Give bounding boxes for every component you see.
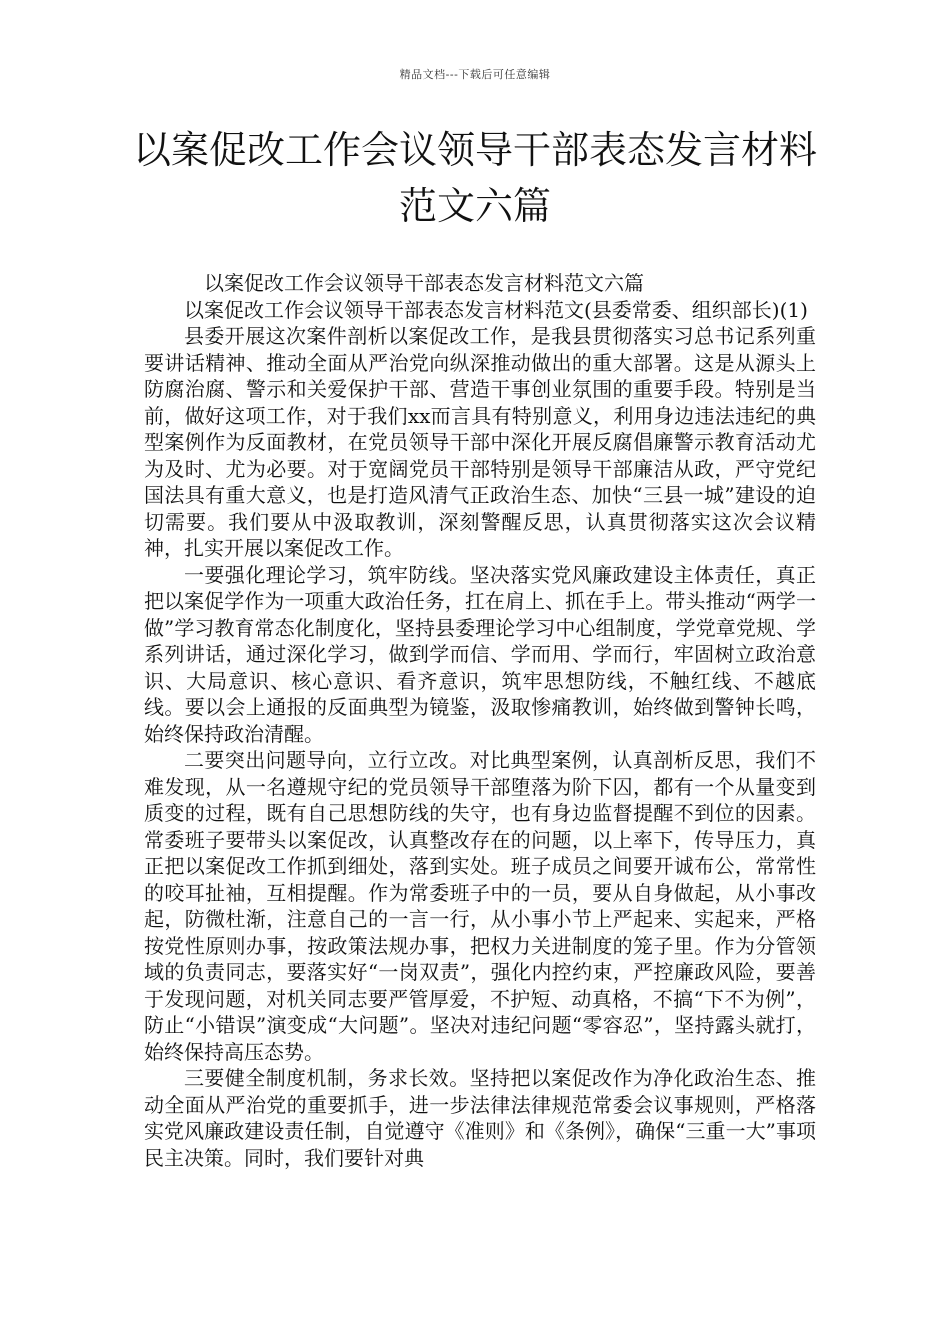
body-paragraph: 县委开展这次案件剖析以案促改工作，是我县贯彻落实习总书记系列重要讲话精神、推动全面从严治党向纵深推动做出的重大部署。这是从源头上防腐治腐、警示和关爱保护干部、营造干事创业氛围的重要手段。特别是当前，做好这项工作，对于我们xx而言具有特别意义，利用身边违法违纪的典型案例作为反面教材，在党员领导干部中深化开展反腐倡廉警示教育活动尤为及时、尤为必要。对于宽阔党员干部特别是领导干部廉洁从政，严守党纪国法具有重大意义，也是打造风清气正政治生态、加快“三县一城”建设的迫切需要。我们要从中汲取教训，深刻警醒反思，认真贯彻落实这次会议精神，扎实开展以案促改工作。 bbox=[144, 324, 816, 560]
document-title: 以案促改工作会议领导干部表态发言材料范文六篇 bbox=[132, 128, 817, 228]
document-body bbox=[144, 270, 816, 1171]
body-paragraph-subtitle: 以案促改工作会议领导干部表态发言材料范文六篇 bbox=[204, 271, 644, 295]
body-paragraph: 一要强化理论学习，筑牢防线。坚决落实党风廉政建设主体责任，真正把以案促学作为一项重大政治任务，扛在肩上、抓在手上。带头推动“两学一做”学习教育常态化制度化，坚持县委理论学习中心组制度，学党章党规、学系列讲话，通过深化学习，做到学而信、学而用、学而行，牢固树立政治意识、大局意识、核心意识、看齐意识，筑牢思想防线，不触红线、不越底线。要以会上通报的反面典型为镜鉴，汲取惨痛教训，始终做到警钟长鸣，始终保持政治清醒。 bbox=[144, 562, 816, 746]
body-paragraph: 三要健全制度机制，务求长效。坚持把以案促改作为净化政治生态、推动全面从严治党的重要抓手，进一步法律法律规范常委会议事规则，严格落实党风廉政建设责任制，自觉遵守《准则》和《条例》，确保“三重一大”事项民主决策。同时，我们要针对典 bbox=[144, 1066, 816, 1170]
body-paragraph-section-heading: 以案促改工作会议领导干部表态发言材料范文(县委常委、组织部长)(1) bbox=[184, 297, 808, 322]
header-note: 精品文档---下载后可任意编辑 bbox=[399, 68, 551, 81]
body-paragraph: 二要突出问题导向，立行立改。对比典型案例，认真剖析反思，我们不难发现，从一名遵规守纪的党员领导干部堕落为阶下囚，都有一个从量变到质变的过程，既有自己思想防线的失守，也有身边监督提醒不到位的因素。常委班子要带头以案促改，认真整改存在的问题，以上率下，传导压力，真正把以案促改工作抓到细处，落到实处。班子成员之间要开诚布公，常常性的咬耳扯袖，互相提醒。作为常委班子中的一员，要从自身做起，从小事改起，防微杜渐，注意自己的一言一行，从小事小节上严起来、实起来，严格按党性原则办事，按政策法规办事，把权力关进制度的笼子里。作为分管领域的负责同志，要落实好“一岗双责”，强化内控约束，严控廉政风险，要善于发现问题，对机关同志要严管厚爱，不护短、动真格，不搞“下不为例”，防止“小错误”演变成“大问题”。坚决对违纪问题“零容忍”，坚持露头就打，始终保持高压态势。 bbox=[144, 748, 816, 1064]
